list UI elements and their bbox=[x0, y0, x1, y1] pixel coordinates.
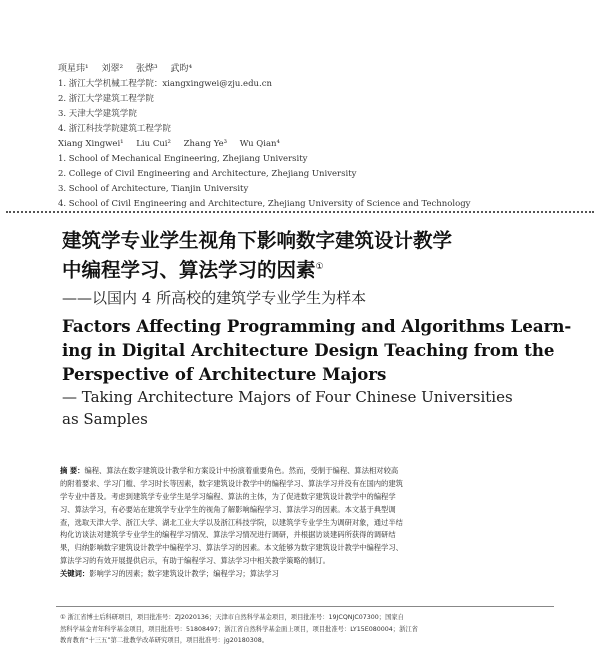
author-name-en: Wu Qian⁴ bbox=[239, 139, 280, 149]
subtitle-en bbox=[62, 386, 558, 430]
affiliation-cn: 1. 浙江大学机械工程学院：xiangxingwei@zju.edu.cn bbox=[58, 79, 272, 89]
author-names-en bbox=[58, 137, 470, 152]
author-block bbox=[58, 62, 470, 212]
author-name-en: Liu Cui² bbox=[136, 139, 171, 149]
header-divider bbox=[6, 211, 594, 213]
footnote-line: 然科学基金青年科学基金项目，项目批准号：51808497；浙江省自然科学基金面上项目，项目批准号：LY15E080004；浙江省 bbox=[60, 625, 418, 633]
abstract-label: 摘 要： bbox=[60, 466, 85, 475]
subtitle-en-line: — Taking Architecture Majors of Four Chinese Universities bbox=[62, 388, 513, 406]
author-names-cn bbox=[58, 62, 470, 77]
author-name: 刘翠² bbox=[101, 64, 124, 74]
abstract-line bbox=[60, 465, 550, 478]
author-name: 张烨³ bbox=[135, 64, 158, 74]
abstract-line: 算法学习的有效开展提供启示，有助于编程学习、算法学习中相关教学策略的制订。 bbox=[60, 556, 330, 566]
affiliation-en: 3. School of Architecture, Tianjin University bbox=[58, 184, 249, 194]
abstract-line: 习、算法学习，有必要站在建筑学专业学生的视角了解影响编程学习、算法学习的因素。本文基于典型调 bbox=[60, 504, 396, 514]
title-cn bbox=[62, 228, 562, 280]
author-name: 武昀⁴ bbox=[170, 64, 193, 74]
keywords-label: 关键词： bbox=[60, 569, 90, 579]
title-cn-line bbox=[62, 254, 562, 280]
affiliation-en: 2. College of Civil Engineering and Architecture, Zhejiang University bbox=[58, 169, 357, 179]
abstract-line: 果，归纳影响数字建筑设计教学中编程学习、算法学习的因素。本文能够为数字建筑设计教学中编程学习、 bbox=[60, 543, 403, 553]
affiliation-en: 1. School of Mechanical Engineering, Zhejiang University bbox=[58, 154, 308, 164]
title-cn-line: 建筑学专业学生视角下影响数字建筑设计教学 bbox=[62, 229, 453, 252]
affiliation-en: 4. School of Civil Engineering and Architecture, Zhejiang University of Science and Technology bbox=[58, 199, 471, 209]
subtitle-cn: ——以国内 4 所高校的建筑学专业学生为样本 bbox=[62, 289, 367, 307]
abstract-line: 查，选取天津大学、浙江大学、湖北工业大学以及浙江科技学院，以建筑学专业学生为调研对象，通过半结 bbox=[60, 517, 403, 527]
author-name-en: Xiang Xingwei¹ bbox=[58, 139, 124, 149]
footnote-line: 教育教育“十三五”第二批教学改革研究项目，项目批准号：jg20180308。 bbox=[60, 637, 269, 644]
title-en-line: Perspective of Architecture Majors bbox=[62, 364, 387, 384]
keywords-line bbox=[60, 568, 550, 581]
footnote bbox=[60, 612, 554, 647]
abstract-line: 学专业中普及。考虑到建筑学专业学生是学习编程、算法的主体，为了促进数字建筑设计教学中的编程学 bbox=[60, 491, 396, 501]
author-name-en: Zhang Ye³ bbox=[183, 139, 228, 149]
abstract bbox=[60, 465, 550, 581]
subtitle-en-line: as Samples bbox=[62, 410, 148, 428]
affiliation-cn: 4. 浙江科技学院建筑工程学院 bbox=[58, 124, 171, 134]
footnote-line: ① 浙江省博士后科研项目，项目批准号：ZJ2020136；天津市自然科学基金项目，项目批准号：19JCQNJC07300；国家自 bbox=[60, 614, 404, 621]
title-en-line: ing in Digital Architecture Design Teaching from the bbox=[62, 340, 555, 360]
abstract-line: 构化访谈法对建筑学专业学生的编程学习情况、算法学习情况进行调研，并根据访谈建码所获得的调研结 bbox=[60, 530, 396, 540]
footnote-rule bbox=[56, 606, 554, 607]
footnote-mark: ① bbox=[315, 262, 324, 272]
affiliation-cn: 2. 浙江大学建筑工程学院 bbox=[58, 94, 154, 104]
title-en bbox=[62, 314, 572, 386]
abstract-text: 编程、算法在数字建筑设计教学和方案设计中扮演着重要角色。然而，受制于编程、算法相对较高 bbox=[84, 466, 399, 475]
title-en-line: Factors Affecting Programming and Algorithms Learn- bbox=[62, 316, 572, 336]
abstract-line: 的附着要求、学习门槛、学习时长等因素，数字建筑设计教学中的编程学习、算法学习并没有在国内的建筑 bbox=[60, 478, 403, 488]
title-cn-line-text: 中编程学习、算法学习的因素 bbox=[62, 258, 316, 282]
affiliation-cn: 3. 天津大学建筑学院 bbox=[58, 109, 137, 119]
keywords-text: 影响学习的因素；数字建筑设计教学；编程学习；算法学习 bbox=[89, 569, 279, 579]
author-name: 项星玮¹ bbox=[58, 64, 89, 74]
